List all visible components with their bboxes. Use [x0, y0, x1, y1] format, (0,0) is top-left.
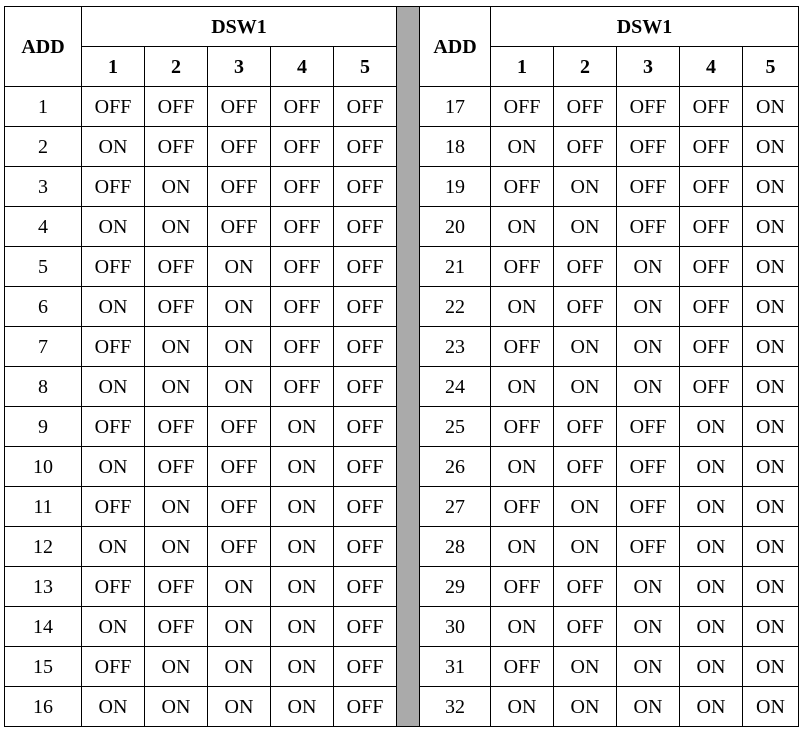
left-switch-2-cell: ON: [145, 367, 208, 407]
left-switch-1-cell: OFF: [82, 167, 145, 207]
right-switch-1-cell: ON: [491, 287, 554, 327]
left-switch-3-cell: ON: [208, 327, 271, 367]
left-switch-5-cell: OFF: [334, 167, 397, 207]
left-switch-5-cell: OFF: [334, 207, 397, 247]
right-switch-4-cell: ON: [680, 407, 743, 447]
right-switch-1-cell: OFF: [491, 487, 554, 527]
left-switch-header-2: 2: [145, 47, 208, 87]
right-switch-1-cell: ON: [491, 367, 554, 407]
right-switch-2-cell: ON: [554, 527, 617, 567]
right-address-cell: 18: [420, 127, 491, 167]
left-switch-1-cell: ON: [82, 687, 145, 727]
left-switch-header-3: 3: [208, 47, 271, 87]
right-switch-1-cell: ON: [491, 207, 554, 247]
left-switch-2-cell: ON: [145, 487, 208, 527]
left-address-cell: 4: [5, 207, 82, 247]
right-switch-5-cell: ON: [743, 447, 799, 487]
left-switch-3-cell: OFF: [208, 407, 271, 447]
right-switch-5-cell: ON: [743, 607, 799, 647]
right-switch-4-cell: ON: [680, 647, 743, 687]
right-address-cell: 25: [420, 407, 491, 447]
right-switch-3-cell: OFF: [617, 167, 680, 207]
right-switch-3-cell: ON: [617, 607, 680, 647]
left-address-cell: 6: [5, 287, 82, 327]
right-switch-2-cell: OFF: [554, 407, 617, 447]
left-switch-2-cell: OFF: [145, 247, 208, 287]
left-switch-1-cell: ON: [82, 127, 145, 167]
right-switch-header-5: 5: [743, 47, 799, 87]
right-switch-1-cell: OFF: [491, 247, 554, 287]
left-switch-2-cell: ON: [145, 687, 208, 727]
right-switch-3-cell: ON: [617, 287, 680, 327]
right-switch-4-cell: OFF: [680, 327, 743, 367]
right-switch-header-3: 3: [617, 47, 680, 87]
left-switch-3-cell: ON: [208, 687, 271, 727]
left-switch-2-cell: ON: [145, 207, 208, 247]
left-switch-3-cell: OFF: [208, 447, 271, 487]
right-switch-1-cell: OFF: [491, 327, 554, 367]
right-switch-3-cell: ON: [617, 647, 680, 687]
right-switch-2-cell: ON: [554, 367, 617, 407]
left-address-cell: 12: [5, 527, 82, 567]
left-dsw1-header: DSW1: [82, 7, 397, 47]
left-address-cell: 16: [5, 687, 82, 727]
right-switch-2-cell: OFF: [554, 447, 617, 487]
right-switch-5-cell: ON: [743, 87, 799, 127]
left-switch-4-cell: ON: [271, 527, 334, 567]
left-switch-4-cell: ON: [271, 607, 334, 647]
right-switch-5-cell: ON: [743, 287, 799, 327]
left-switch-2-cell: OFF: [145, 447, 208, 487]
right-switch-4-cell: OFF: [680, 127, 743, 167]
left-switch-5-cell: OFF: [334, 647, 397, 687]
right-address-cell: 20: [420, 207, 491, 247]
left-switch-1-cell: OFF: [82, 407, 145, 447]
left-switch-1-cell: OFF: [82, 247, 145, 287]
right-switch-2-cell: OFF: [554, 87, 617, 127]
right-switch-4-cell: OFF: [680, 367, 743, 407]
left-switch-3-cell: OFF: [208, 487, 271, 527]
left-switch-5-cell: OFF: [334, 687, 397, 727]
dip-switch-address-table: [4, 6, 799, 727]
left-switch-2-cell: OFF: [145, 407, 208, 447]
right-switch-5-cell: ON: [743, 487, 799, 527]
right-add-header: ADD: [420, 7, 491, 87]
left-switch-3-cell: OFF: [208, 207, 271, 247]
left-switch-4-cell: OFF: [271, 287, 334, 327]
right-switch-2-cell: OFF: [554, 607, 617, 647]
right-switch-4-cell: ON: [680, 527, 743, 567]
right-switch-4-cell: OFF: [680, 167, 743, 207]
right-switch-2-cell: OFF: [554, 247, 617, 287]
left-address-cell: 3: [5, 167, 82, 207]
left-switch-4-cell: OFF: [271, 247, 334, 287]
left-switch-4-cell: OFF: [271, 127, 334, 167]
left-switch-2-cell: OFF: [145, 87, 208, 127]
right-switch-4-cell: ON: [680, 607, 743, 647]
right-switch-header-2: 2: [554, 47, 617, 87]
left-switch-4-cell: ON: [271, 567, 334, 607]
left-switch-2-cell: OFF: [145, 607, 208, 647]
right-switch-5-cell: ON: [743, 687, 799, 727]
right-switch-4-cell: ON: [680, 487, 743, 527]
left-switch-4-cell: ON: [271, 687, 334, 727]
right-switch-2-cell: OFF: [554, 287, 617, 327]
left-switch-5-cell: OFF: [334, 447, 397, 487]
right-switch-3-cell: OFF: [617, 527, 680, 567]
left-address-cell: 2: [5, 127, 82, 167]
left-switch-5-cell: OFF: [334, 287, 397, 327]
left-switch-2-cell: ON: [145, 327, 208, 367]
left-address-cell: 10: [5, 447, 82, 487]
right-switch-2-cell: OFF: [554, 567, 617, 607]
left-address-cell: 8: [5, 367, 82, 407]
left-switch-2-cell: OFF: [145, 127, 208, 167]
left-switch-4-cell: ON: [271, 447, 334, 487]
left-address-cell: 13: [5, 567, 82, 607]
right-switch-4-cell: ON: [680, 567, 743, 607]
left-switch-5-cell: OFF: [334, 247, 397, 287]
left-switch-1-cell: ON: [82, 447, 145, 487]
right-switch-5-cell: ON: [743, 207, 799, 247]
left-switch-1-cell: OFF: [82, 647, 145, 687]
left-switch-4-cell: OFF: [271, 207, 334, 247]
left-add-header: ADD: [5, 7, 82, 87]
right-switch-2-cell: ON: [554, 167, 617, 207]
right-switch-2-cell: ON: [554, 487, 617, 527]
left-switch-1-cell: ON: [82, 287, 145, 327]
right-switch-1-cell: OFF: [491, 647, 554, 687]
right-switch-4-cell: ON: [680, 447, 743, 487]
left-switch-3-cell: ON: [208, 647, 271, 687]
left-switch-1-cell: ON: [82, 367, 145, 407]
left-switch-3-cell: OFF: [208, 127, 271, 167]
left-switch-2-cell: OFF: [145, 567, 208, 607]
right-address-cell: 28: [420, 527, 491, 567]
left-address-cell: 15: [5, 647, 82, 687]
left-switch-5-cell: OFF: [334, 567, 397, 607]
right-address-cell: 21: [420, 247, 491, 287]
right-switch-1-cell: ON: [491, 127, 554, 167]
left-switch-1-cell: OFF: [82, 87, 145, 127]
right-switch-4-cell: OFF: [680, 287, 743, 327]
right-switch-1-cell: ON: [491, 607, 554, 647]
right-address-cell: 17: [420, 87, 491, 127]
left-switch-4-cell: ON: [271, 407, 334, 447]
right-switch-3-cell: OFF: [617, 207, 680, 247]
left-switch-3-cell: ON: [208, 287, 271, 327]
right-address-cell: 31: [420, 647, 491, 687]
left-switch-5-cell: OFF: [334, 407, 397, 447]
left-address-cell: 5: [5, 247, 82, 287]
right-switch-1-cell: OFF: [491, 167, 554, 207]
right-address-cell: 26: [420, 447, 491, 487]
left-address-cell: 9: [5, 407, 82, 447]
left-switch-5-cell: OFF: [334, 487, 397, 527]
left-address-cell: 7: [5, 327, 82, 367]
right-switch-1-cell: OFF: [491, 567, 554, 607]
left-address-cell: 14: [5, 607, 82, 647]
left-switch-5-cell: OFF: [334, 607, 397, 647]
right-switch-3-cell: ON: [617, 327, 680, 367]
right-switch-1-cell: ON: [491, 687, 554, 727]
right-switch-5-cell: ON: [743, 567, 799, 607]
left-switch-5-cell: OFF: [334, 87, 397, 127]
left-switch-4-cell: OFF: [271, 87, 334, 127]
right-switch-3-cell: ON: [617, 367, 680, 407]
right-switch-2-cell: ON: [554, 327, 617, 367]
right-switch-2-cell: ON: [554, 647, 617, 687]
right-switch-2-cell: OFF: [554, 127, 617, 167]
left-switch-4-cell: OFF: [271, 367, 334, 407]
left-switch-3-cell: ON: [208, 247, 271, 287]
right-switch-1-cell: OFF: [491, 87, 554, 127]
right-switch-5-cell: ON: [743, 367, 799, 407]
left-switch-5-cell: OFF: [334, 527, 397, 567]
header-row-group: [5, 7, 799, 47]
left-switch-1-cell: ON: [82, 527, 145, 567]
right-switch-1-cell: OFF: [491, 407, 554, 447]
right-switch-3-cell: OFF: [617, 487, 680, 527]
left-switch-header-1: 1: [82, 47, 145, 87]
left-switch-1-cell: OFF: [82, 487, 145, 527]
left-switch-4-cell: OFF: [271, 327, 334, 367]
left-switch-2-cell: OFF: [145, 287, 208, 327]
left-switch-1-cell: ON: [82, 607, 145, 647]
right-switch-3-cell: ON: [617, 567, 680, 607]
right-switch-2-cell: ON: [554, 207, 617, 247]
right-switch-5-cell: ON: [743, 127, 799, 167]
left-switch-4-cell: ON: [271, 487, 334, 527]
left-address-cell: 1: [5, 87, 82, 127]
left-switch-2-cell: ON: [145, 167, 208, 207]
right-dsw1-header: DSW1: [491, 7, 799, 47]
right-switch-3-cell: OFF: [617, 447, 680, 487]
left-switch-3-cell: ON: [208, 567, 271, 607]
right-switch-5-cell: ON: [743, 327, 799, 367]
right-address-cell: 24: [420, 367, 491, 407]
left-switch-3-cell: OFF: [208, 87, 271, 127]
left-switch-5-cell: OFF: [334, 367, 397, 407]
left-switch-1-cell: ON: [82, 207, 145, 247]
left-address-cell: 11: [5, 487, 82, 527]
right-switch-4-cell: ON: [680, 687, 743, 727]
left-switch-header-4: 4: [271, 47, 334, 87]
left-switch-1-cell: OFF: [82, 327, 145, 367]
left-switch-1-cell: OFF: [82, 567, 145, 607]
column-divider: [397, 7, 420, 727]
left-switch-3-cell: ON: [208, 607, 271, 647]
right-address-cell: 30: [420, 607, 491, 647]
left-switch-2-cell: ON: [145, 527, 208, 567]
right-switch-3-cell: OFF: [617, 87, 680, 127]
right-address-cell: 22: [420, 287, 491, 327]
right-switch-3-cell: OFF: [617, 127, 680, 167]
right-address-cell: 19: [420, 167, 491, 207]
left-switch-4-cell: ON: [271, 647, 334, 687]
left-switch-5-cell: OFF: [334, 127, 397, 167]
left-switch-3-cell: OFF: [208, 527, 271, 567]
right-address-cell: 32: [420, 687, 491, 727]
right-switch-4-cell: OFF: [680, 247, 743, 287]
right-switch-5-cell: ON: [743, 247, 799, 287]
right-switch-2-cell: ON: [554, 687, 617, 727]
right-switch-4-cell: OFF: [680, 207, 743, 247]
left-switch-5-cell: OFF: [334, 327, 397, 367]
right-switch-1-cell: ON: [491, 527, 554, 567]
right-switch-3-cell: ON: [617, 687, 680, 727]
left-switch-2-cell: ON: [145, 647, 208, 687]
right-switch-4-cell: OFF: [680, 87, 743, 127]
right-address-cell: 27: [420, 487, 491, 527]
right-switch-1-cell: ON: [491, 447, 554, 487]
left-switch-header-5: 5: [334, 47, 397, 87]
left-switch-4-cell: OFF: [271, 167, 334, 207]
left-switch-3-cell: ON: [208, 367, 271, 407]
right-switch-3-cell: OFF: [617, 407, 680, 447]
right-address-cell: 29: [420, 567, 491, 607]
right-switch-5-cell: ON: [743, 167, 799, 207]
right-switch-header-4: 4: [680, 47, 743, 87]
right-address-cell: 23: [420, 327, 491, 367]
right-switch-5-cell: ON: [743, 407, 799, 447]
right-switch-3-cell: ON: [617, 247, 680, 287]
right-switch-header-1: 1: [491, 47, 554, 87]
right-switch-5-cell: ON: [743, 647, 799, 687]
right-switch-5-cell: ON: [743, 527, 799, 567]
left-switch-3-cell: OFF: [208, 167, 271, 207]
